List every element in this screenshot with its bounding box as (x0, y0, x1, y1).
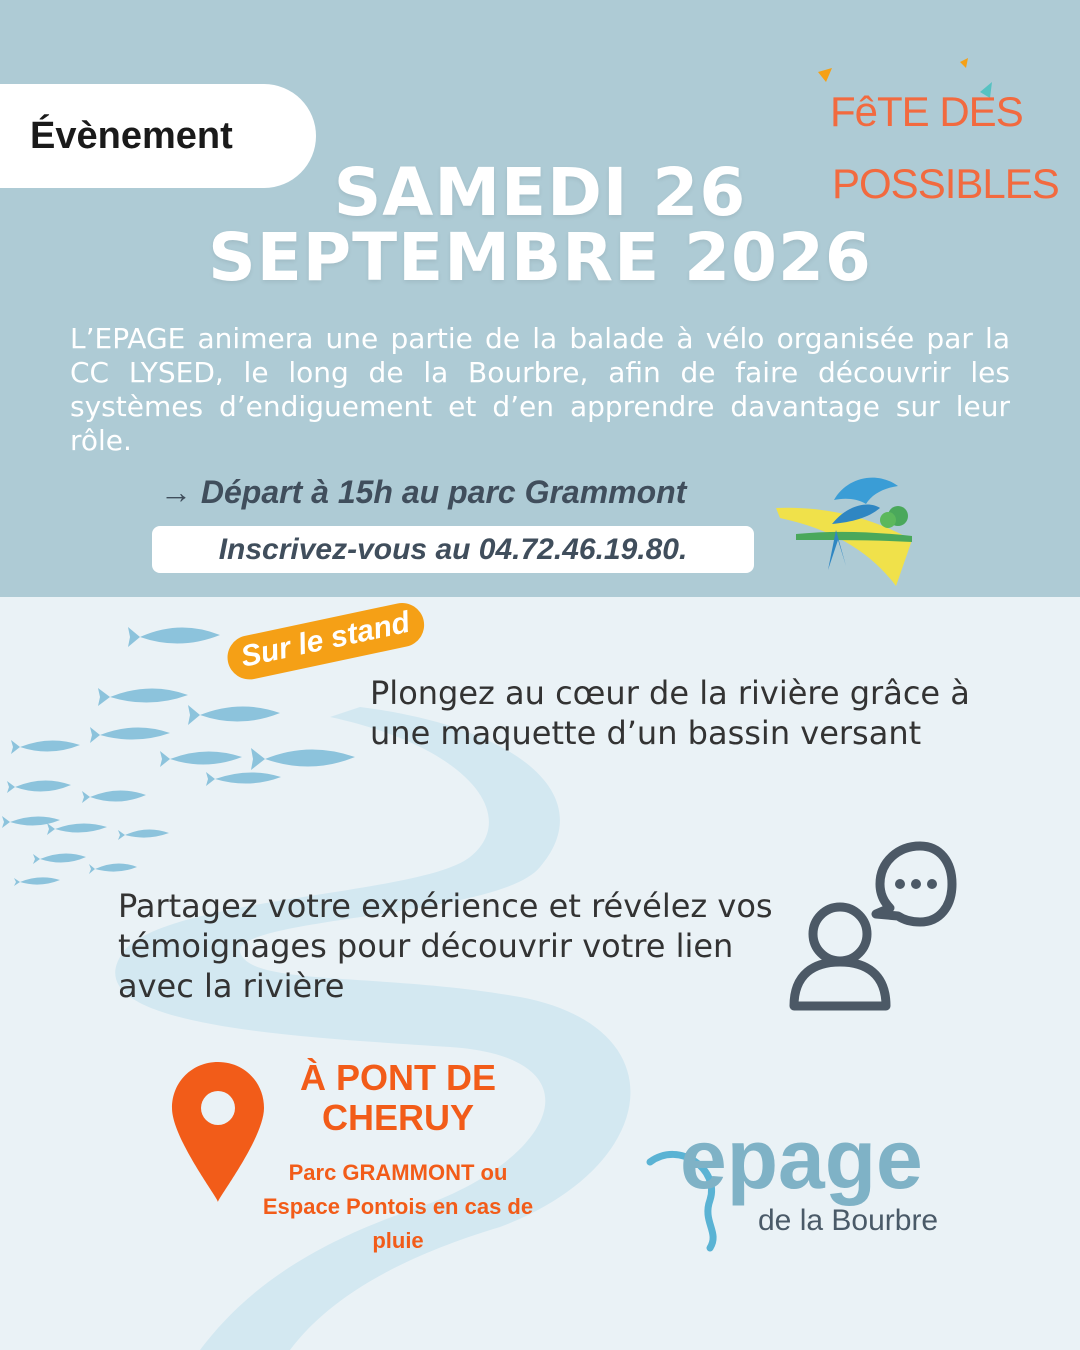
registration-box (152, 526, 754, 573)
epage-logo-subtitle: de la Bourbre (758, 1204, 939, 1237)
epage-logo-word: epage (680, 1112, 923, 1206)
location-details: Parc GRAMMONT ou Espace Pontois en cas de pluie (262, 1160, 534, 1253)
registration-phone: Inscrivez-vous au 04.72.46.19.80. (218, 532, 688, 566)
event-date-line2: SEPTEMBRE 2026 (208, 219, 872, 296)
stand-activity-2: Partagez votre expérience et révélez vos témoignages pour découvrir votre lien avec la rivière (118, 887, 773, 1005)
bird-river-logo (776, 470, 918, 588)
departure-info: → Départ à 15h au parc Grammont (160, 474, 687, 510)
user-speech-bubble-icon (780, 838, 956, 1014)
stand-activity-1: Plongez au cœur de la rivière grâce à une maquette d’un bassin versant (370, 674, 970, 752)
event-description: L’EPAGE animera une partie de la balade à vélo organisée par la CC LYSED, le long de la Bourbre, afin de faire découvrir les systèmes d’endiguement et d’en apprendre davantage sur leur rôle. (70, 322, 1010, 457)
event-label: Évènement (30, 114, 233, 157)
epage-de-la-bourbre-logo (640, 1100, 970, 1250)
fete-logo-line1: FêTE DES (830, 88, 1023, 135)
event-date-line1: SAMEDI 26 (333, 154, 747, 231)
location-pin-icon (168, 1058, 268, 1206)
fete-des-possibles-logo (810, 58, 1059, 218)
stand-badge: Sur le stand (223, 599, 428, 684)
fete-logo-line2: POSSIBLES (832, 160, 1059, 207)
location-title: À PONT DE CHERUY (299, 1057, 496, 1138)
